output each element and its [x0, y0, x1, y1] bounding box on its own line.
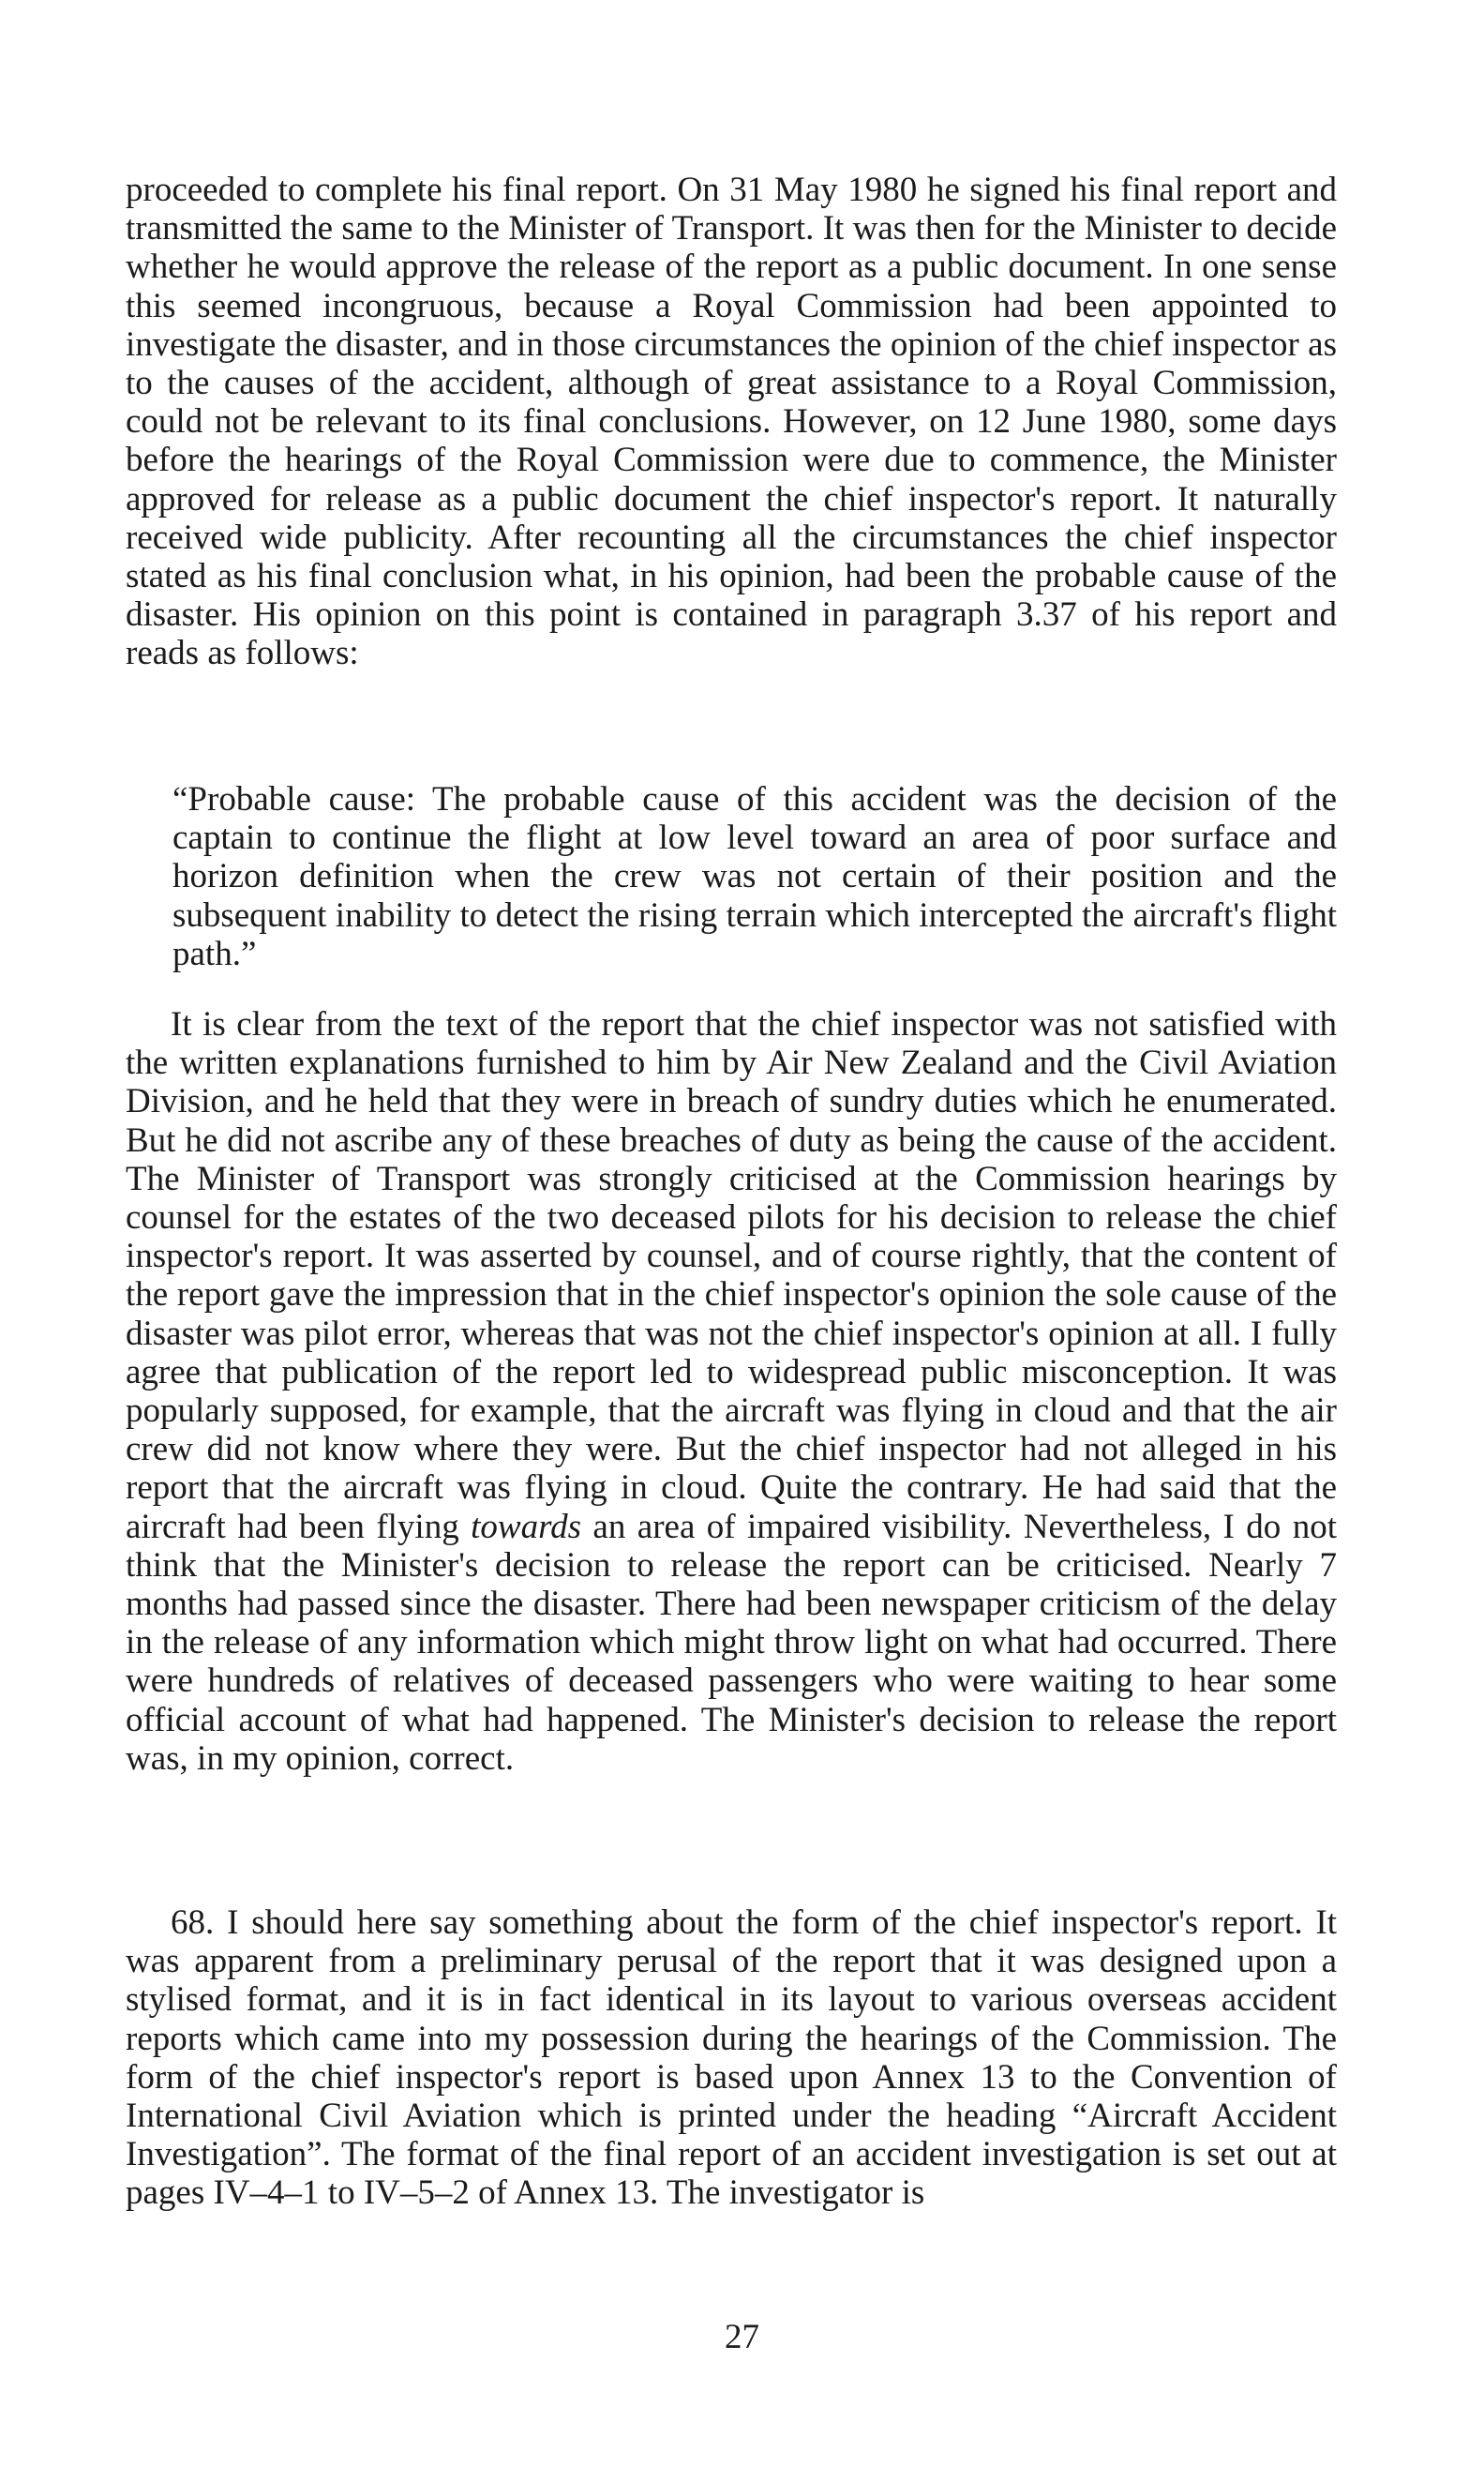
page-number: 27 — [725, 2318, 759, 2356]
probable-cause-quote: “Probable cause: The probable cause of this accident was the decision of the captain to continue the flight at low level toward an area of poor surface and horizon definition when the crew was not certain of their position and the subsequent inability to detect the rising terrain which intercepted the aircraft's flight path.” — [172, 780, 1337, 973]
continuation-paragraph: proceeded to complete his final report. On 31 May 1980 he signed his final report and transmitted the same to the Minister of Transport. It was then for the Minister to decide whether he would approve the release of the report as a public document. In one sense this seemed incongruous, because a Royal Commission had been appointed to investigate the disaster, and in those circumstances the opinion of the chief inspector as to the causes of the accident, although of great assistance to a Royal Commission, could not be relevant to its final conclusions. However, on 12 June 1980, some days before the hearings of the Royal Commission were due to commence, the Minister approved for release as a public document the chief inspector's report. It naturally received wide publicity. After recounting all the circumstances the chief inspector stated as his final conclusion what, in his opinion, had been the probable cause of the disaster. His opinion on this point is contained in paragraph 3.37 of his report and reads as follows: — [126, 171, 1337, 673]
paragraph-text-after-emphasis: an area of impaired visibility. Nevertheless, I do not think that the Minister's decision to release the report can be criticised. Nearly 7 months had passed since the disaster. There had been newspaper criticism of the delay in the release of any information which might throw light on what had occurred. There were hundreds of relatives of deceased passengers who were waiting to hear some official account of what had happened. The Minister's decision to release the report was, in my opinion, correct. — [126, 1507, 1337, 1778]
paragraph-68 — [126, 1903, 1337, 2213]
paragraph-minister-decision — [126, 1005, 1337, 1778]
emphasized-word: towards — [471, 1507, 582, 1546]
paragraph-text-before-emphasis: It is clear from the text of the report that the chief inspector was not satisfied with the written explanations furnished to him by Air New Zealand and the Civil Aviation Division, and he held that they were in breach of sundry duties which he enumerated. But he did not ascribe any of these breaches of duty as being the cause of the accident. The Minister of Transport was strongly criticised at the Commission hearings by counsel for the estates of the two deceased pilots for his decision to release the chief inspector's report. It was asserted by counsel, and of course rightly, that the content of the report gave the impression that in the chief inspector's opinion the sole cause of the disaster was pilot error, whereas that was not the chief inspector's opinion at all. I fully agree that publication of the report led to widespread public misconception. It was popularly supposed, for example, that the aircraft was flying in cloud and that the air crew did not know where they were. But the chief inspector had not alleged in his report that the aircraft was flying in cloud. Quite the contrary. He had said that the aircraft had been flying — [126, 1005, 1337, 1546]
paragraph-68-text: 68. I should here say something about the form of the chief inspector's report. It was apparent from a preliminary perusal of the report that it was designed upon a stylised format, and it is in fact identical in its layout to various overseas accident reports which came into my possession during the hearings of the Commission. The form of the chief inspector's report is based upon Annex 13 to the Convention of International Civil Aviation which is printed under the heading “Aircraft Accident Investigation”. The format of the final report of an accident investigation is set out at pages IV–4–1 to IV–5–2 of Annex 13. The investigator is — [126, 1903, 1337, 2213]
